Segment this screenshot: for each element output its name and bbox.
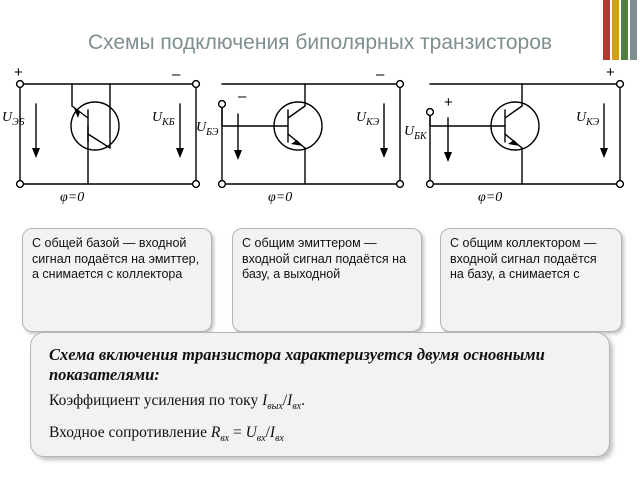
circuit-1-right-sign: –	[172, 66, 181, 83]
circuits-svg	[0, 62, 640, 222]
circuit-2-input-label: $U_{БЭ}$	[196, 120, 219, 138]
circuit-2-right-sign: –	[376, 66, 385, 83]
note-line-gain: Коэффициент усиления по току $I_{вых}/I_{вх}$.	[49, 392, 305, 413]
circuit-3-ground-label: φ=0	[478, 190, 503, 205]
caption-common-collector: С общим коллектором — входной сигнал подаётся на базу, а снимается с	[440, 228, 622, 332]
circuit-diagrams	[0, 62, 640, 222]
circuit-2-ground-label: φ=0	[268, 190, 293, 205]
note-heading: Схема включения транзистора характеризуется двумя основными показателями:	[49, 345, 545, 384]
circuit-1-left-sign: +	[14, 64, 23, 81]
circuit-1-output-label: $U_{КБ}$	[152, 110, 175, 128]
page-title: Схемы подключения биполярных транзисторов	[87, 31, 553, 54]
circuit-1-ground-label: φ=0	[60, 190, 85, 205]
caption-common-emitter: С общим эмиттером — входной сигнал подаётся на базу, а выходной	[232, 228, 422, 332]
note-line-resistance: Входное сопротивление $R_{вх} = U_{вх}/I_{вх}$	[49, 424, 284, 445]
circuit-3-input-label: $U_{БК}$	[404, 124, 427, 142]
circuit-3-right-sign: +	[606, 64, 615, 81]
circuit-2-left-sign: –	[238, 88, 247, 105]
circuit-2-output-label: $U_{КЭ}$	[356, 110, 380, 128]
circuit-3-left-sign: +	[444, 94, 453, 111]
circuit-3-output-label: $U_{КЭ}$	[576, 110, 600, 128]
caption-common-base: С общей базой — входной сигнал подаётся на эмиттер, а снимается с коллектора	[22, 228, 212, 332]
summary-note-box	[30, 332, 610, 457]
circuit-1-input-label: $U_{ЭБ}$	[2, 110, 25, 128]
